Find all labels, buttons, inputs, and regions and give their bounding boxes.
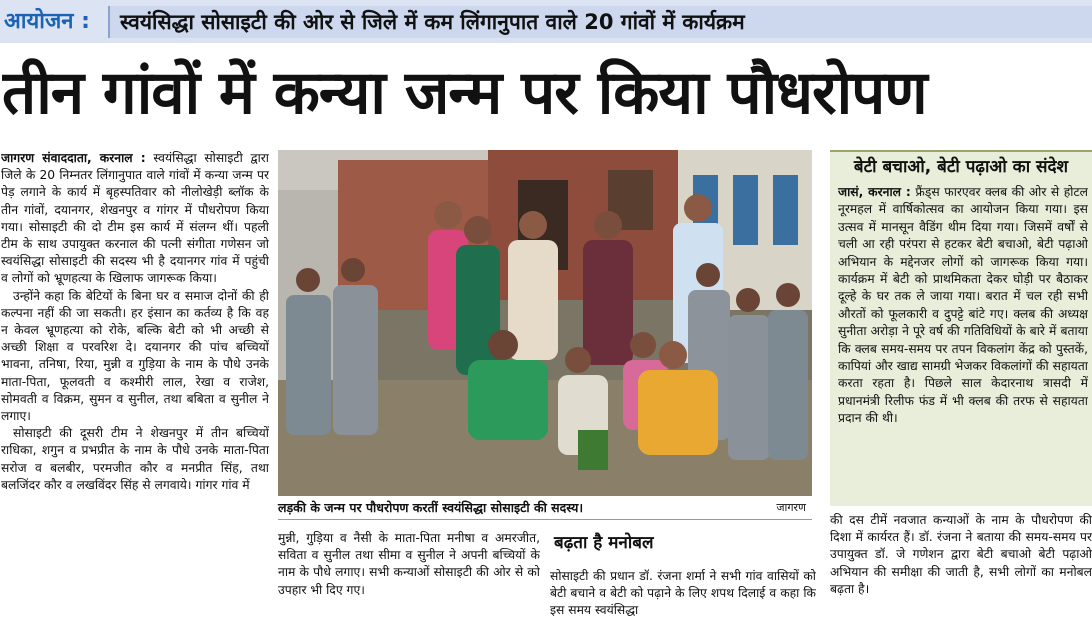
headline: तीन गांवों में कन्या जन्म पर किया पौधरोपण [2,58,927,128]
photo-credit: जागरण [776,501,806,514]
article-column-left [1,150,269,635]
news-photo [278,150,812,496]
article-subhead: बढ़ता है मनोबल [554,533,654,553]
photo-caption-bar [278,498,812,520]
sidebar-body [838,184,1088,504]
sidebar-byline: जासं, करनाल : [838,185,911,199]
article-paragraph-5: सोसाइटी की प्रधान डॉ. रंजना शर्मा ने सभी गांव वासियों को बेटी बचाने व बेटी को पढ़ाने के लिए शपथ दिलाई व कहा कि इस समय स्वयंसिद्धा [550,569,816,618]
subheadline: स्वयंसिद्धा सोसाइटी की ओर से जिले में कम लिंगानुपात वाले 20 गांवों में कार्यक्रम [108,6,1092,38]
byline: जागरण संवाददाता, करनाल : [1,151,146,165]
article-paragraph-4: मुन्नी, गुड़िया व नैसी के माता-पिता मनीषा व अमरजीत, सविता व सुनील तथा सीमा व सुनील ने अपनी बच्चियों के नाम के पौधे लगाए। सभी कन्याओं सोसाइटी की ओर से को उपहार भी दिए गए। [278,531,540,597]
article-paragraph-2: उन्होंने कहा कि बेटियों के बिना घर व समाज दोनों की ही कल्पना नहीं की जा सकती। हर इंसान का कर्तव्य है कि वह न केवल भ्रूणहत्या को रोके, बल्कि बेटी को भी अच्छी से अच्छी शिक्षा व परवरिश दे। दयानगर की पांच बच्चियों भावना, तनिषा, रिया, मुन्नी व गुड़िया के नाम के पौधे उनके माता-पिता, फूलवती व कश्मीरी लाल, रेखा व राजेश, सोमवती व विक्रम, सुमन व सुनील, तथा बबिता व सुनील ने लगाए। [1,288,269,424]
sidebar-text: फ्रैंड्स फारएवर क्लब की ओर से होटल नूरमहल में वार्षिकोत्सव का आयोजन किया गया। इस उत्सव में मानसून वैडिंग थीम दिया गया। जिसमें वर्षों से चली आ रही परंपरा से हटकर बेटी बचाओ, बेटी पढ़ाओ अभियान के मद्देनजर लोगों को जागरूक किया गया। कार्यक्रम में बेटी को प्राथमिकता देकर घोड़ी पर बैठाकर दूल्हे के घर तक ले जाया गया। बरात में चल रही सभी औरतों को फूलकारी व दुपट्टे बांटे गए। क्लब की अध्यक्ष सुनीता अरोड़ा ने पूरे वर्ष की गतिविधियों के बारे में बताया कि क्लब समय-समय पर तपन विकलांग केंद्र को पुस्तकें, कापियां और खाद्य सामग्री भेजकर विकलांगों की सहायता करता रहता है। पिछले साल केदारनाथ त्रासदी में प्रधानमंत्री रिलीफ फंड में भी क्लब की तरफ से सहायता प्रदान की थी। [838,185,1088,426]
section-kicker: आयोजन : [4,9,90,34]
sidebar-title: बेटी बचाओ, बेटी पढ़ाओ का संदेश [853,157,1069,177]
article-paragraph-3: सोसाइटी की दूसरी टीम ने शेखनपुर में तीन बच्चियों राधिका, शगुन व प्रभप्रीत के नाम के पौधे उनके माता-पिता सरोज व बलबीर, परमजीत कौर व मनप्रीत सिंह, तथा बलजिंदर कौर व लखविंदर सिंह से लगवाये। गांगर गांव में [1,426,269,492]
photo-caption: लड़की के जन्म पर पौधरोपण करतीं स्वयंसिद्धा सोसाइटी की सदस्य। [278,500,584,515]
article-column-middle-2 [550,568,816,635]
sidebar-box [830,150,1092,506]
article-column-right [830,512,1092,635]
article-paragraph-1: स्वयंसिद्धा सोसाइटी द्वारा जिले के 20 निम्नतर लिंगानुपात वाले गांवों में कन्या जन्म पर पेड़ लगाने के कार्य में बृहस्पतिवार को नीलोखेड़ी ब्लॉक के तीन गांवों, दयानगर, शेखनपुर व गांगर में पौधरोपण किया गया। सोसाइटी की दो टीम इस कार्य में संलग्न थीं। पहली टीम के साथ उपायुक्त करनाल की पत्नी संगीता गणेसन जो स्वयंसिद्धा सोसाइटी की सदस्य भी है दयानगर गांव में पहुंची व लोगों को भ्रूणहत्या के खिलाफ जागरूक किया। [1,151,269,286]
article-paragraph-6: की दस टीमें नवजात कन्याओं के नाम के पौधरोपण की दिशा में कार्यरत हैं। डॉ. रंजना ने बताया की समय-समय पर उपायुक्त डॉ. जे गणेशन द्वारा बेटी बचाओ बेटी पढ़ाओ अभियान की समीक्षा की जाती है, सभी लोगों का मनोबल बढ़ता है। [830,513,1092,596]
article-column-middle [278,530,540,635]
